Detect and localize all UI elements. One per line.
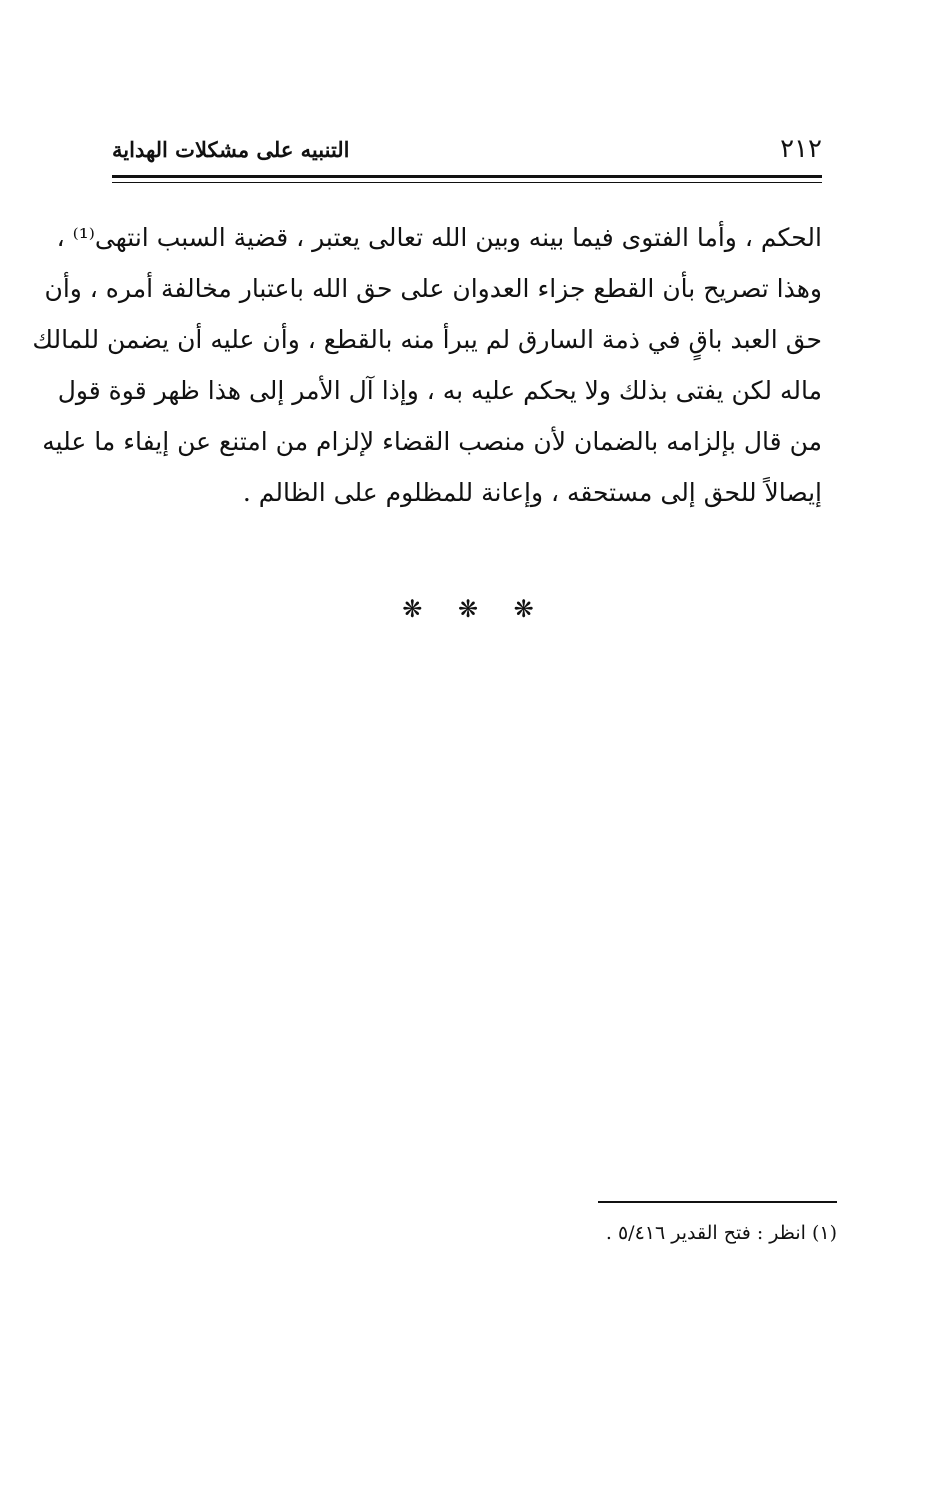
- body-line: وهذا تصريح بأن القطع جزاء العدوان على حق الله باعتبار مخالفة أمره ، وأن: [44, 274, 822, 303]
- footnote-rule: [598, 1201, 837, 1203]
- body-line: ماله لكن يفتى بذلك ولا يحكم عليه به ، وإذا آل الأمر إلى هذا ظهر قوة قول: [57, 376, 822, 405]
- header-rule-thick: [112, 175, 822, 178]
- body-line: الحكم ، وأما الفتوى فيما بينه وبين الله تعالى يعتبر ، قضية السبب انتهى⁽¹⁾ ،: [56, 223, 822, 252]
- page-header: [112, 128, 822, 174]
- body-paragraph: [32, 212, 822, 518]
- section-ornament: ❋ ❋ ❋: [402, 595, 548, 623]
- header-rule-thin: [112, 182, 822, 183]
- body-line: إيصالاً للحق إلى مستحقه ، وإعانة للمظلوم على الظالم .: [242, 478, 822, 507]
- body-line: من قال بإلزامه بالضمان لأن منصب القضاء لإلزام من امتنع عن إيفاء ما عليه: [42, 427, 822, 456]
- body-line: حق العبد باقٍ في ذمة السارق لم يبرأ منه بالقطع ، وأن عليه أن يضمن للمالك: [32, 325, 822, 354]
- running-title: التنبيه على مشكلات الهداية: [112, 137, 350, 162]
- page-number: ٢١٢: [780, 134, 822, 164]
- footnote: (١) انظر : فتح القدير ٥/٤١٦ .: [605, 1222, 837, 1244]
